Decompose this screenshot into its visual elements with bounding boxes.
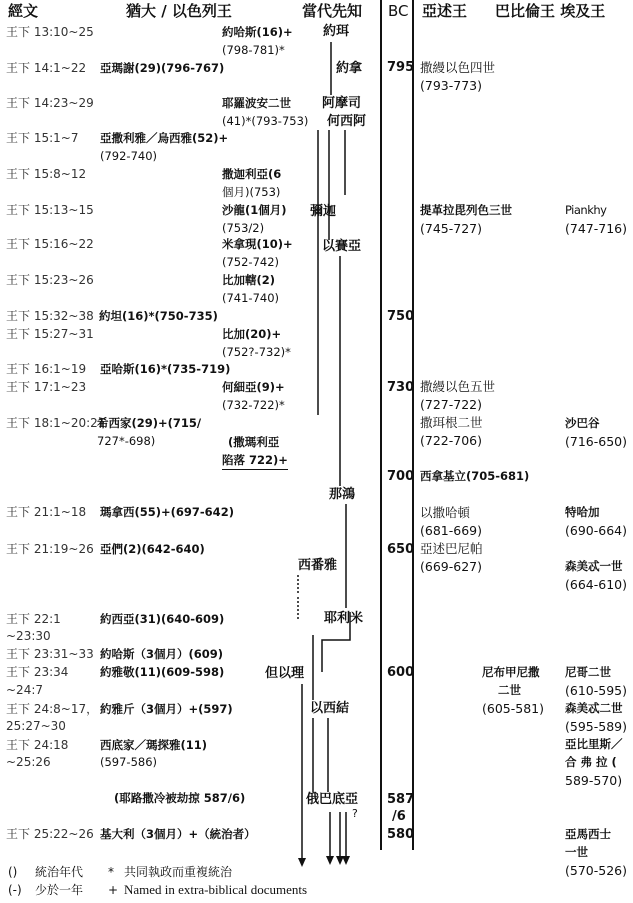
prophet-label: 約拿 (336, 61, 363, 76)
king-judah: 西底家／瑪探雅(11) (100, 738, 208, 752)
prophet-label: 以西結 (310, 701, 350, 716)
scripture-ref: 王下 22:1 (6, 612, 61, 626)
samaria-fall-note: (撒瑪利亞 (228, 435, 280, 449)
bc-year: 580 (387, 827, 415, 842)
egypt-king-dates: (747-716) (565, 221, 627, 236)
scripture-ref: 王下 15:1~7 (6, 131, 79, 145)
egypt-king: 尼哥二世 (565, 665, 611, 679)
prophet-label: 俄巴底亞 (306, 792, 359, 807)
king-israel-dates: (41)*(793-753) (222, 114, 309, 128)
egypt-king: 沙巴谷 (565, 416, 600, 430)
legend-dash-symbol: (-) (8, 883, 22, 897)
scripture-ref: 王下 25:22~26 (6, 827, 94, 841)
samaria-fall-note: 陷落 722)+ (222, 455, 288, 470)
king-judah-dates: (792-740) (100, 149, 158, 163)
scripture-ref: 王下 14:1~22 (6, 61, 87, 75)
king-judah: 亞撒利雅／烏西雅(52)+ (100, 131, 229, 145)
legend-star-text: 共同執政而重複統治 (124, 865, 233, 879)
king-judah: 約雅斤（3個月）+(597) (100, 702, 233, 716)
egypt-king-dates: (690-664) (565, 523, 627, 538)
egypt-king-dates: (570-526) (565, 863, 627, 878)
egypt-king: 特哈加 (565, 505, 600, 519)
king-israel: 沙龍(1個月) (222, 203, 287, 217)
king-judah: 約坦(16)*(750-735) (99, 309, 218, 323)
king-israel: 米拿現(10)+ (222, 237, 293, 251)
king-judah: 希西家(29)+(715/ (97, 416, 202, 430)
prophet-label: 那鴻 (329, 487, 356, 502)
bc-year: 730 (387, 380, 415, 395)
bc-year: 587 (387, 792, 415, 807)
egypt-king: Piankhy (565, 203, 607, 217)
king-israel: 比加(20)+ (222, 327, 282, 341)
egypt-king: 一世 (565, 845, 588, 859)
assyria-king: 以撒哈頓 (420, 505, 471, 520)
scripture-ref: 王下 23:31~33 (6, 647, 94, 661)
obadiah-arrow-a (326, 856, 334, 865)
egypt-king: 亞馬西士 (565, 827, 611, 841)
assyria-king: 提革拉毘列色三世 (420, 203, 512, 217)
king-judah: 亞瑪謝(29)(796-767) (100, 61, 225, 75)
assyria-king: 撒縵以色五世 (420, 379, 496, 394)
assyria-king-dates: (727-722) (420, 397, 482, 412)
prophet-label: 但以理 (265, 666, 305, 681)
king-israel-dates: (753/2) (222, 221, 265, 235)
legend-paren-symbol: () (8, 865, 18, 879)
egypt-king: 森美忒一世 (565, 559, 623, 573)
daniel-arrow (298, 858, 306, 867)
legend-dash-text: 少於一年 (35, 883, 84, 897)
egypt-king-dates: (716-650) (565, 434, 627, 449)
king-israel-dates: (752?-732)* (222, 345, 291, 359)
legend-paren-text: 統治年代 (35, 865, 84, 879)
egypt-king-dates: 589-570) (565, 773, 623, 788)
prophet-uncertain-mark: ? (352, 807, 358, 820)
scripture-ref: 王下 21:1~18 (6, 505, 87, 519)
scripture-ref: 王下 15:23~26 (6, 273, 94, 287)
king-judah-dates: 727*-698) (97, 434, 156, 448)
scripture-ref: 王下 13:10~25 (6, 25, 94, 39)
king-judah: 亞們(2)(642-640) (100, 542, 205, 556)
babylon-king: 尼布甲尼撒 (482, 665, 540, 679)
king-israel-dates: 個月)(753) (222, 185, 281, 199)
king-israel: 耶羅波安二世 (222, 96, 291, 110)
king-israel-dates: (798-781)* (222, 43, 285, 57)
scripture-ref: 王下 16:1~19 (6, 362, 87, 376)
assyria-king-dates: (745-727) (420, 221, 482, 236)
obadiah-arrow-c (342, 856, 350, 865)
scripture-ref: 25:27~30 (6, 719, 66, 733)
babylon-king: 二世 (498, 683, 521, 697)
king-judah: 基大利（3個月）+（統治者） (100, 827, 256, 841)
bc-year: 750 (387, 309, 415, 324)
egypt-king-dates: (595-589) (565, 719, 627, 734)
king-judah: 約西亞(31)(640-609) (100, 612, 225, 626)
bc-year: 795 (387, 60, 415, 75)
header-bc: BC (388, 2, 409, 20)
header-prophets: 當代先知 (302, 2, 363, 20)
jerusalem-sacked-note: (耶路撒冷被劫掠 587/6) (114, 791, 246, 805)
assyria-king: 撒縵以色四世 (420, 60, 496, 75)
prophet-label: 西番雅 (298, 558, 338, 573)
header-assyria: 亞述王 (422, 2, 468, 20)
king-israel-dates: (741-740) (222, 291, 280, 305)
egypt-king-dates: (664-610) (565, 577, 627, 592)
egypt-king-dates: (610-595) (565, 683, 627, 698)
scripture-ref: 王下 24:8~17， (6, 702, 99, 716)
scripture-ref: 王下 15:16~22 (6, 237, 94, 251)
prophet-label: 耶利米 (324, 611, 364, 626)
babylon-king-dates: (605-581) (482, 701, 544, 716)
bc-year: 600 (387, 665, 415, 680)
egypt-king: 亞比里斯／ (565, 737, 623, 751)
prophet-label: 約珥 (323, 24, 350, 39)
scripture-ref: 王下 18:1~20:21 (6, 416, 106, 430)
assyria-king: 亞述巴尼帕 (420, 541, 483, 556)
bc-year: 700 (387, 469, 415, 484)
bc-year: 650 (387, 542, 415, 557)
scripture-ref: 王下 24:18 (6, 738, 69, 752)
legend-plus-text: Named in extra-biblical documents (124, 882, 308, 897)
assyria-king-dates: (793-773) (420, 78, 482, 93)
king-israel: 比加轄(2) (222, 273, 276, 287)
assyria-king: 西拿基立(705-681) (420, 469, 530, 483)
egypt-king: 合 弗 拉 ( (565, 755, 617, 769)
assyria-king: 撒珥根二世 (420, 415, 483, 430)
header-babylon-egypt: 巴比倫王 埃及王 (495, 2, 606, 20)
prophet-label: 阿摩司 (322, 96, 362, 111)
bc-year: /6 (392, 809, 406, 824)
legend-plus-symbol: + (108, 883, 119, 897)
prophet-label: 彌迦 (310, 204, 337, 219)
assyria-king-dates: (722-706) (420, 433, 482, 448)
scripture-ref: 王下 15:32~38 (6, 309, 94, 323)
assyria-king-dates: (669-627) (420, 559, 482, 574)
scripture-ref: 王下 17:1~23 (6, 380, 87, 394)
king-israel: 何細亞(9)+ (222, 380, 285, 394)
scripture-ref: ~23:30 (6, 629, 51, 643)
prophet-label: 以賽亞 (322, 239, 362, 254)
assyria-king-dates: (681-669) (420, 523, 482, 538)
scripture-ref: 王下 15:13~15 (6, 203, 94, 217)
scripture-ref: 王下 21:19~26 (6, 542, 94, 556)
king-judah: 約雅敬(11)(609-598) (100, 665, 225, 679)
scripture-ref: 王下 23:34 (6, 665, 69, 679)
prophet-label: 何西阿 (327, 114, 367, 129)
king-judah: 瑪拿西(55)+(697-642) (100, 505, 234, 519)
king-israel: 撒迦利亞(6 (222, 167, 282, 181)
header-scripture: 經文 (8, 2, 39, 20)
jeremiah-connector (322, 612, 350, 672)
scripture-ref: 王下 15:27~31 (6, 327, 94, 341)
scripture-ref: 王下 15:8~12 (6, 167, 87, 181)
egypt-king: 森美忒二世 (565, 701, 623, 715)
king-israel-dates: (732-722)* (222, 398, 285, 412)
scripture-ref: ~25:26 (6, 755, 51, 769)
king-judah: 約哈斯（3個月）(609) (100, 647, 224, 661)
king-judah-dates: (597-586) (100, 755, 158, 769)
king-israel: 約哈斯(16)+ (222, 25, 293, 39)
king-israel-dates: (752-742) (222, 255, 280, 269)
header-kings: 猶大 / 以色列王 (126, 2, 232, 20)
scripture-ref: 王下 14:23~29 (6, 96, 94, 110)
legend-star-symbol: * (108, 865, 114, 879)
king-judah: 亞哈斯(16)*(735-719) (100, 362, 231, 376)
scripture-ref: ~24:7 (6, 683, 44, 697)
